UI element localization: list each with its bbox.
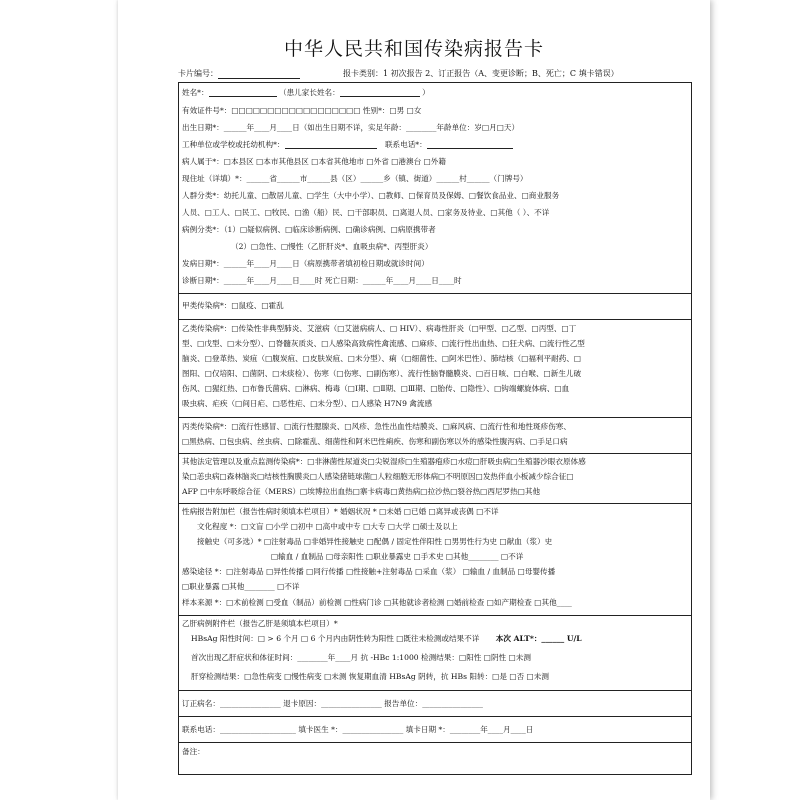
class-b-section: [179, 319, 691, 418]
hepb-biopsy-row[interactable]: 肝穿检测结果：□急性病变 □慢性病变 □未测 恢复期血清 HBsAg 阴转，抗 HBs 阳转：□是 □否 □未测: [191, 672, 549, 681]
class-c-row-2[interactable]: □黑热病、□包虫病、丝虫病、□除霍乱、细菌性和阿米巴性痢疾、伤寒和副伤寒以外的感染性腹泻病、□手足口病: [182, 437, 568, 446]
remarks-label: 备注：: [182, 747, 205, 756]
contact-section: [179, 716, 691, 743]
page-title: 中华人民共和国传染病报告卡: [283, 38, 544, 60]
report-card-sheet: [118, 0, 710, 800]
population-row-1[interactable]: 人群分类*：幼托儿童、□散居儿童、□学生（大中小学）、□教师、□保育员及保姆、□餐饮食品业、□商业服务: [182, 191, 560, 200]
other-diseases-row-3[interactable]: AFP □中东呼吸综合征（MERS）□埃博拉出血热□寨卡病毒□黄热病□拉沙热□裂谷热□西尼罗热□其他: [182, 487, 541, 496]
name-row: [182, 88, 430, 97]
parent-name-label: （患儿家长姓名：: [279, 88, 340, 97]
revision-row[interactable]: 订正病名：________________ 退卡原因：________________ 报告单位：________________: [182, 699, 483, 708]
class-c-row-1[interactable]: 丙类传染病*：□流行性感冒、□流行性腮腺炎、□风疹、急性出血性结膜炎、□麻风病、□流行性和地性斑疹伤寒、: [182, 422, 571, 431]
revision-section: [179, 690, 691, 717]
hepb-hbsag-row: [191, 634, 582, 643]
class-b-row-4[interactable]: 图阳、□仅培阳、□菌阴、□未痰检）、伤寒（□伤寒、□副伤寒）、流行性脑脊髓膜炎、□百日咳、□白喉、□新生儿破: [182, 369, 582, 378]
patient-section: [179, 83, 691, 294]
class-c-section: [179, 417, 691, 454]
class-b-row-1[interactable]: 乙类传染病*：□传染性非典型肺炎、艾滋病（□艾滋病病人、□ HIV）、病毒性肝炎（□甲型、□乙型、□丙型、□丁: [182, 324, 577, 333]
card-meta: [178, 68, 696, 79]
phone-input[interactable]: [427, 140, 513, 149]
population-row-2[interactable]: 人员、□工人、□民工、□牧民、□渔（船）民、□干部职员、□离退人员、□家务及待业、□其他（ ）、不详: [182, 208, 550, 217]
std-contact-row-1[interactable]: 接触史（可多选）* □注射毒品 □非婚异性接触史 □配偶 / 固定性伴阳性 □男男性行为史 □献血（浆）史: [197, 537, 553, 546]
class-b-row-6[interactable]: 吸虫病、疟疾（□间日疟、□恶性疟、□未分型）、□人感染 H7N9 禽流感: [182, 399, 433, 408]
work-unit-label: 工种单位或学校或托幼机构*：: [182, 140, 285, 149]
class-b-row-5[interactable]: 伤风、□猩红热、□布鲁氏菌病、□淋病、梅毒（□Ⅰ期、□Ⅱ期、□Ⅲ期、□胎传、□隐性）、□钩端螺旋体病、□血: [182, 384, 570, 393]
class-b-row-2[interactable]: 型、□戊型、□未分型）、□脊髓灰质炎、□人感染高致病性禽流感、□麻疹、□流行性出血热、□狂犬病、□流行性乙型: [182, 339, 585, 348]
card-no-label: 卡片编号：: [178, 69, 218, 78]
class-a-row[interactable]: 甲类传染病*：□鼠疫、□霍乱: [182, 301, 284, 310]
contact-row[interactable]: 联系电话：____________________ 填卡医生 *：________________ 填卡日期 *：________年____月____日: [182, 725, 534, 734]
case-class-row-2[interactable]: （2）□急性、□慢性（乙肝肝炎*、血吸虫病*、丙型肝炎）: [231, 242, 433, 251]
hepb-symptom-row[interactable]: 首次出现乙肝症状和体征时间：________年____月 抗 -HBc 1:1000 检测结果：□阳性 □阴性 □未测: [191, 653, 531, 662]
other-diseases-row-1[interactable]: 其他法定管理以及重点监测传染病*：□非淋菌性尿道炎□尖锐湿疹□生殖器疱疹□水痘□肝吸虫病□生殖器沙眼衣原体感: [182, 457, 586, 466]
patient-belongs-row[interactable]: 病人属于*：□本县区 □本市其他县区 □本省其他地市 □外省 □港澳台 □外籍: [182, 157, 446, 166]
class-a-section: [179, 293, 691, 320]
other-diseases-section: [179, 453, 691, 504]
std-education-row[interactable]: 文化程度 *：□文盲 □小学 □初中 □高中或中专 □大专 □大学 □硕士及以上: [197, 522, 458, 531]
address-row[interactable]: 现住址（详填）*：______省______市______县（区）______乡（镇、街道）______村______（门牌号）: [182, 174, 528, 183]
class-b-row-3[interactable]: 脑炎、□登革热、炭疽（□腹炭疽、□皮肤炭疽、□未分型）、痢（□细菌性、□阿米巴性）、肺结核（□福利平耐药、□: [182, 354, 582, 363]
phone-label: 联系电话*：: [384, 140, 427, 149]
std-route-row-2[interactable]: □职业暴露 □其他________ □不详: [182, 582, 300, 591]
diagnosis-death-date-row[interactable]: 诊断日期*：______年____月____日____时 死亡日期：______年____月____日____时: [182, 276, 462, 285]
name-input[interactable]: [209, 88, 277, 97]
card-no-input[interactable]: [218, 70, 300, 79]
std-marital-row[interactable]: 性病报告附加栏（报告性病时须填本栏项目）* 婚姻状况 * □未婚 □已婚 □离异或丧偶 □不详: [182, 507, 499, 516]
work-unit-input[interactable]: [285, 140, 377, 149]
std-sample-row[interactable]: 样本来源 *：□术前检测 □受血（制品）前检测 □性病门诊 □其他就诊者检测 □婚前检查 □如产期检查 □其他____: [182, 598, 572, 607]
work-unit-row: [182, 140, 513, 149]
std-section: [179, 503, 691, 616]
other-diseases-row-2[interactable]: 染□恙虫病□森林脑炎□结核性胸膜炎□人感染猪链球菌□人粒细胞无形体病□不明原因□发热伴血小板减少综合征□: [182, 472, 574, 481]
onset-date-row[interactable]: 发病日期*：______年____月____日（病原携带者填初检日期或就诊时间）: [182, 259, 429, 268]
form-box: [178, 82, 692, 775]
std-contact-row-2[interactable]: □输血 / 血制品 □母亲阳性 □职业暴露史 □手术史 □其他________ □不详: [271, 552, 524, 561]
hepb-hbsag-options[interactable]: HBsAg 阳性时间：□ > 6 个月 □ 6 个月内由阴性转为阳性 □既往未检测或结果不详: [191, 634, 480, 643]
id-number-row[interactable]: 有效证件号*：□□□□□□□□□□□□□□□□□□ 性别*：□男 □女: [182, 106, 422, 115]
hepb-alt-label[interactable]: 本次 ALT*：______ U/L: [495, 634, 582, 643]
hepb-title: 乙肝病例附件栏（报告乙肝是须填本栏项目）*: [182, 619, 338, 628]
parent-name-close: ）: [422, 88, 430, 97]
birth-date-row[interactable]: 出生日期*：______年____月____日（如出生日期不详，实足年龄：________年龄单位：岁□月□天）: [182, 123, 520, 132]
name-label: 姓名*：: [182, 88, 209, 97]
report-type: 报卡类别：1 初次报告 2、订正报告（A、变更诊断；B、死亡；C 填卡错误）: [343, 69, 619, 78]
std-route-row-1[interactable]: 感染途径 *：□注射毒品 □异性传播 □同行传播 □性接触+注射毒品 □采血（浆） □输血 / 血制品 □母婴传播: [182, 567, 556, 576]
case-class-row-1[interactable]: 病例分类*：（1）□疑似病例、□临床诊断病例、□确诊病例、□病原携带者: [182, 225, 436, 234]
parent-name-input[interactable]: [340, 88, 420, 97]
hepb-section: [179, 615, 691, 691]
